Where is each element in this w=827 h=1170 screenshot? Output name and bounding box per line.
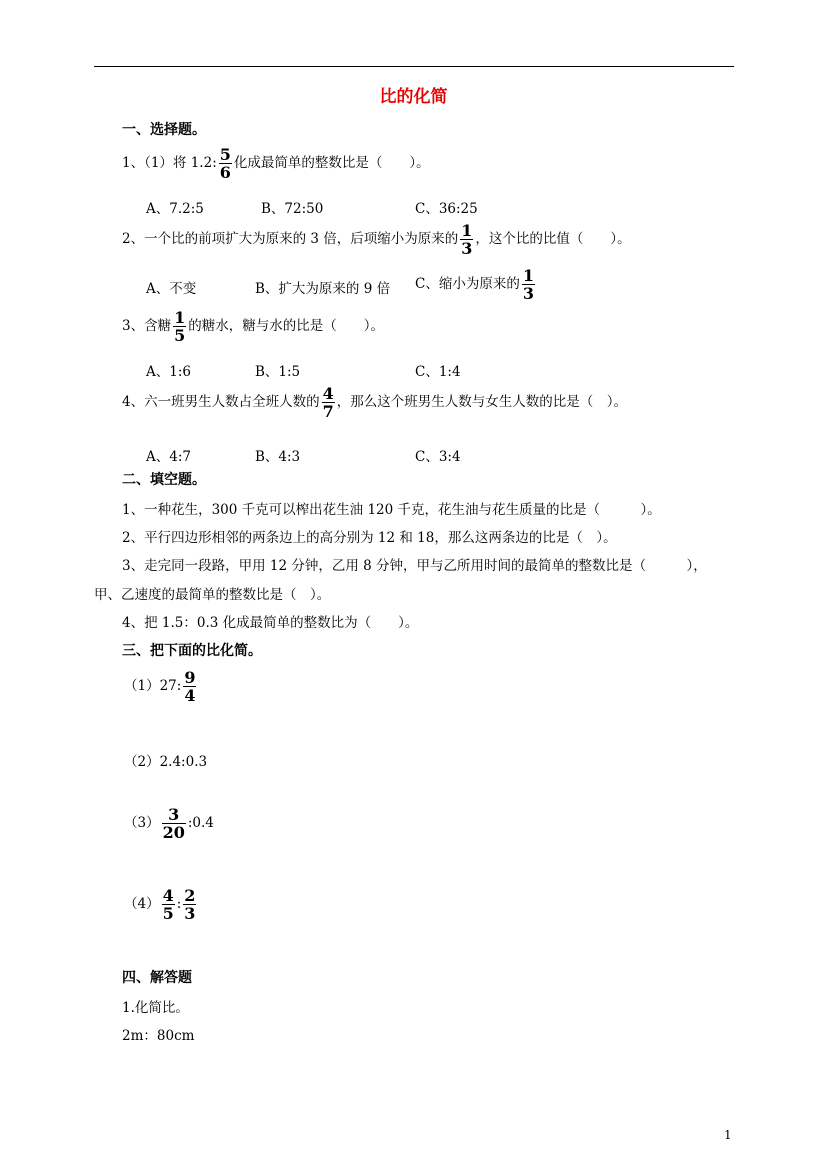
option-c: C、3:4 — [415, 449, 461, 465]
option-b: B、4:3 — [255, 449, 301, 465]
fraction: $\frac{1}{5}$ — [174, 308, 186, 345]
problem-3-1: （1）27: $\frac{9}{4}$ — [124, 668, 196, 705]
fraction: $\frac{1}{3}$ — [461, 221, 473, 258]
option-b: B、扩大为原来的 9 倍 — [255, 281, 391, 297]
fraction: $\frac{4}{5}$ — [162, 886, 174, 923]
page-title: 比的化简 — [379, 87, 448, 107]
fraction: $\frac{1}{3}$ — [522, 266, 534, 303]
question-text: 3、含糖 — [122, 318, 172, 334]
question-text: 4、六一班男生人数占全班人数的 — [122, 394, 320, 410]
question-1-2 — [122, 222, 631, 257]
problem-3-2: （2）2.4:0.3 — [124, 754, 208, 770]
page-number: 1 — [724, 1128, 732, 1142]
fill-question-2: 2、平行四边形相邻的两条边上的高分别为 12 和 18，那么这两条边的比是（ ）。 — [122, 530, 617, 546]
option-c: C、缩小为原来的 $\frac{1}{3}$ — [415, 266, 534, 303]
question-text: 化成最简单的整数比是（ ）。 — [233, 155, 430, 171]
question-1-4 — [122, 385, 627, 420]
fill-question-3-cont: 甲、乙速度的最简单的整数比是（ ）。 — [94, 587, 331, 603]
fraction: $\frac{3}{20}$ — [162, 805, 185, 842]
question-text: ，那么这个班男生人数与女生人数的比是（ ）。 — [336, 394, 627, 410]
section-3-heading: 三、把下面的比化简。 — [122, 643, 262, 659]
question-1-3 — [122, 309, 384, 344]
fill-question-1: 1、一种花生，300 千克可以榨出花生油 120 千克，花生油与花生质量的比是（ ）。 — [122, 502, 661, 518]
option-a: A、1:6 — [146, 364, 191, 380]
fraction: $\frac{5}{6}$ — [219, 145, 231, 182]
option-c: C、36:25 — [415, 201, 478, 217]
solve-question-1: 1.化简比。 — [122, 1000, 189, 1016]
section-2-heading: 二、填空题。 — [122, 472, 206, 488]
question-text: 2、一个比的前项扩大为原来的 3 倍，后项缩小为原来的 — [122, 231, 459, 247]
problem-3-4: （4） $\frac{4}{5}$ : $\frac{2}{3}$ — [124, 886, 196, 923]
section-4-heading: 四、解答题 — [122, 970, 192, 986]
question-text: 的糖水，糖与水的比是（ ）。 — [188, 318, 384, 334]
question-text: 1、（1）将 1.2: — [122, 155, 217, 171]
fill-question-3: 3、走完同一段路，甲用 12 分钟，乙用 8 分钟，甲与乙所用时间的最简单的整数比是（ ）， — [122, 558, 707, 574]
fraction: $\frac{9}{4}$ — [184, 668, 196, 705]
option-b: B、72:50 — [261, 201, 324, 217]
section-1-heading: 一、选择题。 — [122, 122, 206, 138]
option-a: A、不变 — [146, 281, 197, 297]
fraction: $\frac{2}{3}$ — [184, 886, 196, 923]
option-a: A、7.2:5 — [146, 201, 204, 217]
solve-expression: 2m：80cm — [122, 1028, 195, 1044]
fraction: $\frac{4}{7}$ — [322, 384, 334, 421]
option-a: A、4:7 — [146, 449, 191, 465]
option-c: C、1:4 — [415, 364, 461, 380]
fill-question-4: 4、把 1.5：0.3 化成最简单的整数比为（ ）。 — [122, 615, 419, 631]
header-rule — [94, 66, 734, 67]
option-b: B、1:5 — [255, 364, 301, 380]
question-1-1 — [122, 146, 430, 181]
question-text: ，这个比的比值（ ）。 — [475, 231, 631, 247]
problem-3-3: （3） $\frac{3}{20}$ :0.4 — [124, 805, 214, 842]
